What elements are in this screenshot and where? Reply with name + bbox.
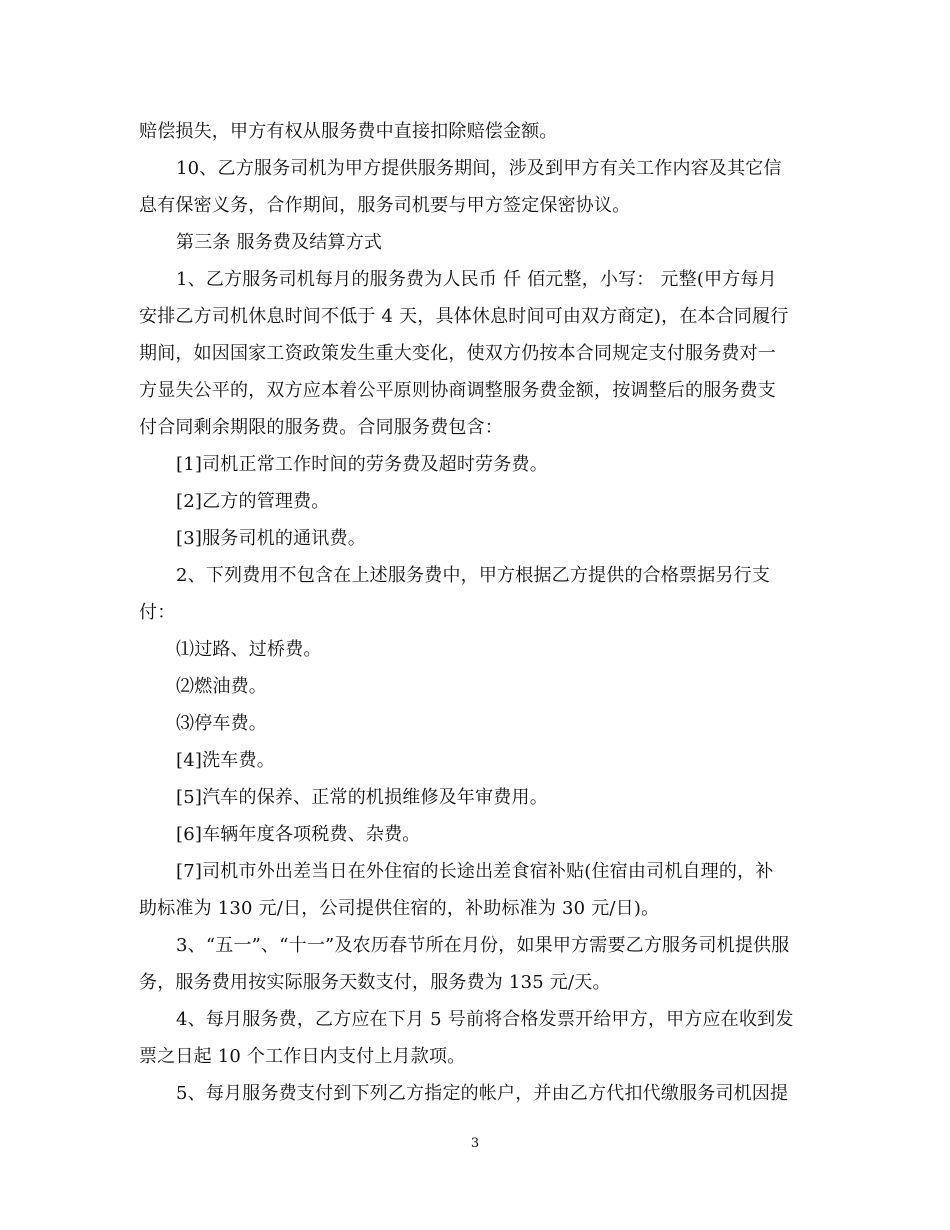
list-item: [7]司机市外出差当日在外住宿的长途出差食宿补贴(住宿由司机自理的，补: [176, 861, 774, 882]
list-item: [2]乙方的管理费。: [176, 491, 330, 512]
text-line: 方显失公平的，双方应本着公平原则协商调整服务费金额，按调整后的服务费支: [139, 380, 776, 401]
text-line: 息有保密义务，合作期间，服务司机要与甲方签定保密协议。: [139, 195, 631, 216]
list-item: [4]洗车费。: [176, 750, 275, 771]
text-line: 务，服务费用按实际服务天数支付，服务费为 135 元/天。: [139, 972, 611, 993]
text-line: 票之日起 10 个工作日内支付上月款项。: [139, 1046, 466, 1067]
text-line: 10、乙方服务司机为甲方提供服务期间，涉及到甲方有关工作内容及其它信: [176, 158, 782, 179]
text-line: 2、下列费用不包含在上述服务费中，甲方根据乙方提供的合格票据另行支: [176, 565, 771, 586]
section-heading: 第三条 服务费及结算方式: [176, 232, 383, 253]
list-item: [1]司机正常工作时间的劳务费及超时劳务费。: [176, 454, 548, 475]
list-item: [5]汽车的保养、正常的机损维修及年审费用。: [176, 787, 548, 808]
text-line: 4、每月服务费，乙方应在下月 5 号前将合格发票开给甲方，甲方应在收到发: [176, 1009, 794, 1030]
text-line: 助标准为 130 元/日，公司提供住宿的，补助标准为 30 元/日)。: [139, 898, 660, 919]
text-line: 3、“五一”、“十一”及农历春节所在月份，如果甲方需要乙方服务司机提供服: [176, 935, 790, 956]
list-item: ⑴过路、过桥费。: [176, 639, 322, 660]
list-item: ⑶停车费。: [176, 713, 267, 734]
list-item: [3]服务司机的通讯费。: [176, 528, 366, 549]
page-number: 3: [470, 1136, 480, 1151]
text-line: 付：: [139, 602, 176, 623]
text-line: 安排乙方司机休息时间不低于 4 天，具体休息时间可由双方商定)，在本合同履行: [139, 306, 789, 327]
document-body: [139, 113, 811, 1112]
list-item: ⑵燃油费。: [176, 676, 267, 697]
list-item: [6]车辆年度各项税费、杂费。: [176, 824, 421, 845]
text-line: 1、乙方服务司机每月的服务费为人民币 仟 佰元整，小写： 元整(甲方每月: [176, 269, 777, 290]
text-line: 期间，如因国家工资政策发生重大变化，使双方仍按本合同规定支付服务费对一: [139, 343, 776, 364]
text-line: 付合同剩余期限的服务费。合同服务费包含：: [139, 417, 503, 438]
text-line: 赔偿损失，甲方有权从服务费中直接扣除赔偿金额。: [139, 121, 558, 142]
text-line: 5、每月服务费支付到下列乙方指定的帐户，并由乙方代扣代缴服务司机因提: [176, 1083, 789, 1104]
